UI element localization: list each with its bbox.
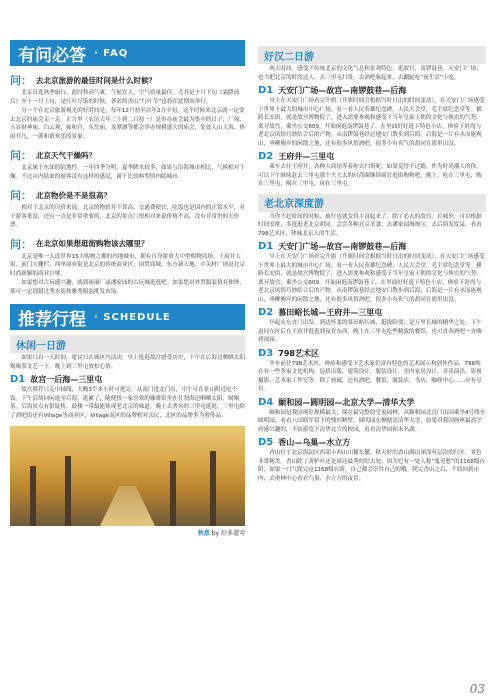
one-day-intro: 如果只有一天时间，建议只在城区内活动。早上逛逛故宫感受历史，下午在后海边晒晒太阳喝喝茶文艺一下，晚上到三里屯放松心情。 — [10, 355, 245, 370]
day-number: D1 — [10, 374, 26, 385]
day-heading — [258, 348, 486, 359]
deep-tour-title: 老北京深度游 — [258, 194, 486, 212]
left-column — [10, 40, 245, 537]
day-heading — [258, 307, 486, 318]
question-label: 问： — [10, 237, 32, 251]
day-text: 坐车前往798艺术区，体验和感受下艺术家们富有特色的艺术展示和创作作品，798现在有一些多家文化机构，包括出版，建筑设计，服装设计，室内家居设计，音乐演出，影视摄影，艺术家工作室等。除了画廊，还有酒吧，餐馆，服装店，书店，咖啡中心……应有尽有。 — [258, 360, 482, 392]
answer-text: 北京是唯一入选世界15大购物之都的内地城市，拥有自身浓重大中型购物商场，王府井大街、前门大栅栏、西单商业街是北京的传统商业区；国贸商城、东方新天地、中关村广场是北京时尚新颖的商业巨擘。 — [10, 253, 245, 277]
day-title: 798艺术区 — [278, 348, 319, 358]
right-column — [258, 40, 486, 483]
faq-banner — [10, 40, 245, 66]
day-title: 故宫一后海—三里屯 — [30, 375, 103, 384]
day-title: 颐和园—圆明园—北京大学—清华大学 — [278, 397, 415, 407]
two-day-title: 好汉二日游 — [258, 46, 486, 64]
faq-title: 有问必答 — [18, 45, 86, 66]
day-text: 早起从东直门出发，到达怀柔的慕田峪长城，挺拔险要，是万里长城的精华之处。下午返回东区后在王府井逛逛到夜宵东西，晚上在三里屯吃些精致的餐馆，也可直奔酒吧一直嗨到深夜。 — [258, 320, 482, 343]
question-label: 问： — [10, 149, 32, 162]
day-title: 香山—乌巢—水立方 — [278, 438, 351, 447]
day-number: D1 — [258, 241, 274, 252]
answer-text: 如果想对古玩感兴趣，就到琉璃厂或潘家园的古玩城逛逛吧。如果您对外贸服装情有独钟，那可一定别错过秀水街和雅秀服装批发市场。 — [10, 280, 245, 295]
answer-text: 相对于北京的房价来说，北京的物价并不算高，交通费便宜，吃饭也是国内的正常水平，对于游客来说，还有一点是非常重要的，北京的景点门票相对来说价格不高，没有非常贵的天价票。 — [10, 205, 245, 228]
day-text: 早上在天安门广场看完升旗（升旗时间会根据当时日出的时间变动），在天安门广场感受下世界上最大的城市中心广场，看一看人民英雄纪念碑，人民大会堂，毛主席纪念堂等。横跨长安街，就是故宫博物院了，进入需要参观和感受下当年皇家王朝的文化与恢宏的气势。离开故宫，乘坐公交609，开始闲逛南锣鼓巷了，在里面好好逛下特色小店，体验下时尚与老北京风情巧妙结合后的产物。从南锣鼓巷经过地安门散步到后海，后海是一片有水而能观山，垂柳掩岸的闲散之地，还有很多风情酒吧，很多小有名气的胡同在那里出没。 — [258, 98, 485, 147]
day-number: D1 — [258, 85, 274, 96]
day-title: 王府井—三里屯 — [278, 152, 335, 161]
faq-subtitle: · FAQ — [94, 47, 129, 59]
day-text: 颐和园是我国现存规模最大，保存最完整的皇家园林。从颐和园北宫门出园乘坐4号线至圆明园，看看八国联军留下的残垣断壁，圆明园东侧便是清华大学，如果对我国两座最高学府感兴趣的，不妨游览下清华北大的校园，看看清华园和未名湖。 — [258, 409, 486, 433]
day-number: D4 — [258, 396, 274, 408]
deep-tour-intro: 当你不赶时间的时候，旅行也就变得丰富起来了。除了必去的故宫、长城外，可以根据时间安排，多逛逛老北京胡同。尝尝各种北京美食，去潘家园淘淘宝，去后海发发呆，看看798艺术区，体味北京人的生活。 — [258, 213, 482, 237]
question-label: 问： — [10, 74, 32, 87]
two-day-intro: 两天时间，感受下传统北京的文化气息和景观特色，逛故宫，南锣鼓巷，天安门广场；也当把北京的时尚达人，去三里屯扫货，去酒吧喝起来，去蹦跶吃“夜生活”小吃。 — [258, 66, 482, 81]
caption-name: 秋意 — [197, 530, 210, 537]
day-title: 慕田峪长城—王府井—三里屯 — [278, 308, 383, 317]
day-number: D2 — [258, 151, 274, 162]
day-number: D5 — [258, 437, 274, 448]
day-text: 香山位于北京海淀区西部小西山山麓东麓，秋天时的香山满山深浅有层次的红叶，景色非常精美。香山除了黄栌叶还是周边最秀的好去处，因为它有一处人称“鬼见愁”的1168级台阶，如果一口气爬完这1168级台阶，自己都会崇拜自己的哦。爬完香山之后，不妨回到市内，去奥林中心看看鸟巢、水立方的夜景。 — [258, 450, 486, 482]
schedule-banner — [10, 304, 245, 330]
question-text: 去北京旅游的最佳时间是什么时候？ — [36, 75, 156, 85]
schedule-subtitle: · SCHEDULE — [94, 311, 171, 323]
day-title: 天安门广场—故宫—南锣鼓巷—后海 — [278, 86, 407, 95]
faq-item — [10, 147, 245, 181]
autumn-ginkgo-photo — [10, 426, 245, 526]
day-title: 天安门广场—故宫—南锣鼓巷—后海 — [278, 242, 407, 251]
caption-author: by 好多遛弯 — [211, 530, 245, 537]
day-heading — [10, 374, 245, 385]
day-text: 故宫推荐只走中轴线，大概3个来小时可逛完。从南门进北门出，中午可在景山附近吃个饭。下午沿胡同闲逛至后海，逛累了，随便找一家喜欢的咖啡馆坐在什刹海边晒晒太阳，喝喝茶。后海景点有银锭桥、鼓楼一带最能体现老北京的味道。晚上去著名的三里屯逛逛。三里屯除了酒吧街还有Village等商业区，Village南区的品牌相对亲民，北区的品牌多为奢侈品。 — [10, 387, 245, 419]
answer-text: 另一个在北京旅游观光的好时间是，每年12月初至次年2月中旬，这个时候来北京就一定要去北京的庙会走一走。正月里（农历大年三十到二月初一）是举办庙会最为集中的日子，厂甸、五显财神庙、白云观、雍和宫、东岳庙、龙潭湖等都会举办规模盛大的庙会，处处人山人海、热闹非凡，一派和谐欢乐的景象。 — [10, 108, 245, 140]
day-heading — [258, 437, 486, 448]
schedule-title: 推荐行程 — [18, 309, 86, 330]
page-number: 03 — [469, 682, 485, 696]
photo-caption — [10, 528, 245, 537]
day-number: D3 — [258, 347, 274, 359]
day-heading — [258, 151, 486, 162]
day-heading — [258, 241, 486, 252]
faq-item — [10, 187, 245, 230]
question-text: 在北京如果想逛街购物该去哪里？ — [36, 239, 149, 248]
day-text: 乘车去往王府井，各种大商场等着你去扫货呢，如果觉得不过瘾，作为时尚潮人的你，可以下午继续赶去三里屯那个大大太的时尚圈继续疯狂逛街购物吧。晚上，吃在三里屯，购在三里屯，喝在三里屯，玩在三里屯。 — [258, 164, 482, 187]
day-text: 早上在天安门广场看完升旗（升旗时间会根据当时日出的时间变动），在天安门广场感受下世界上最大的城市中心广场，看一看人民英雄纪念碑，人民大会堂，毛主席纪念堂等。横跨长安街，就是故宫博物院了，进入需要参观和感受下当年皇家王朝的文化与恢宏的气势。离开故宫，乘坐公交609，开始闲逛南锣鼓巷了，在里面好好逛下特色小店，体验下时尚与老北京风情巧妙结合后的产物。从南锣鼓巷经过地安门散步到后海，后海是一片有水而能观山，垂柳掩岸的闲散之地，还有很多风情酒吧，很多小有名气的胡同在那里出没。 — [258, 254, 485, 303]
question-text: 北京天气干燥吗？ — [36, 150, 96, 160]
answer-text: 北京首选秋季旅行，此时秋高气爽，气候宜人，空气质量最佳。尤其是十月下旬（霜降前后）至十一月上旬，是红叶尽染的时候，著名的香山“红叶节”也将在此期间举行。 — [10, 90, 240, 105]
question-text: 北京物价是不是很高？ — [36, 190, 111, 200]
one-day-title: 休闲一日游 — [10, 335, 245, 353]
faq-item — [10, 72, 245, 141]
faq-item — [10, 236, 245, 297]
day-heading — [258, 397, 486, 408]
question-label: 问： — [10, 189, 32, 202]
answer-text: 北京属于东部的陆地性，一年四季分明，夏季降水较多，如果与沿海城市相比，气候相对干燥。不过从内陆来的游客没有这样的感觉，属于比较典型的内陆城市。 — [10, 165, 245, 180]
day-heading — [258, 85, 486, 96]
day-number: D2 — [258, 307, 274, 318]
